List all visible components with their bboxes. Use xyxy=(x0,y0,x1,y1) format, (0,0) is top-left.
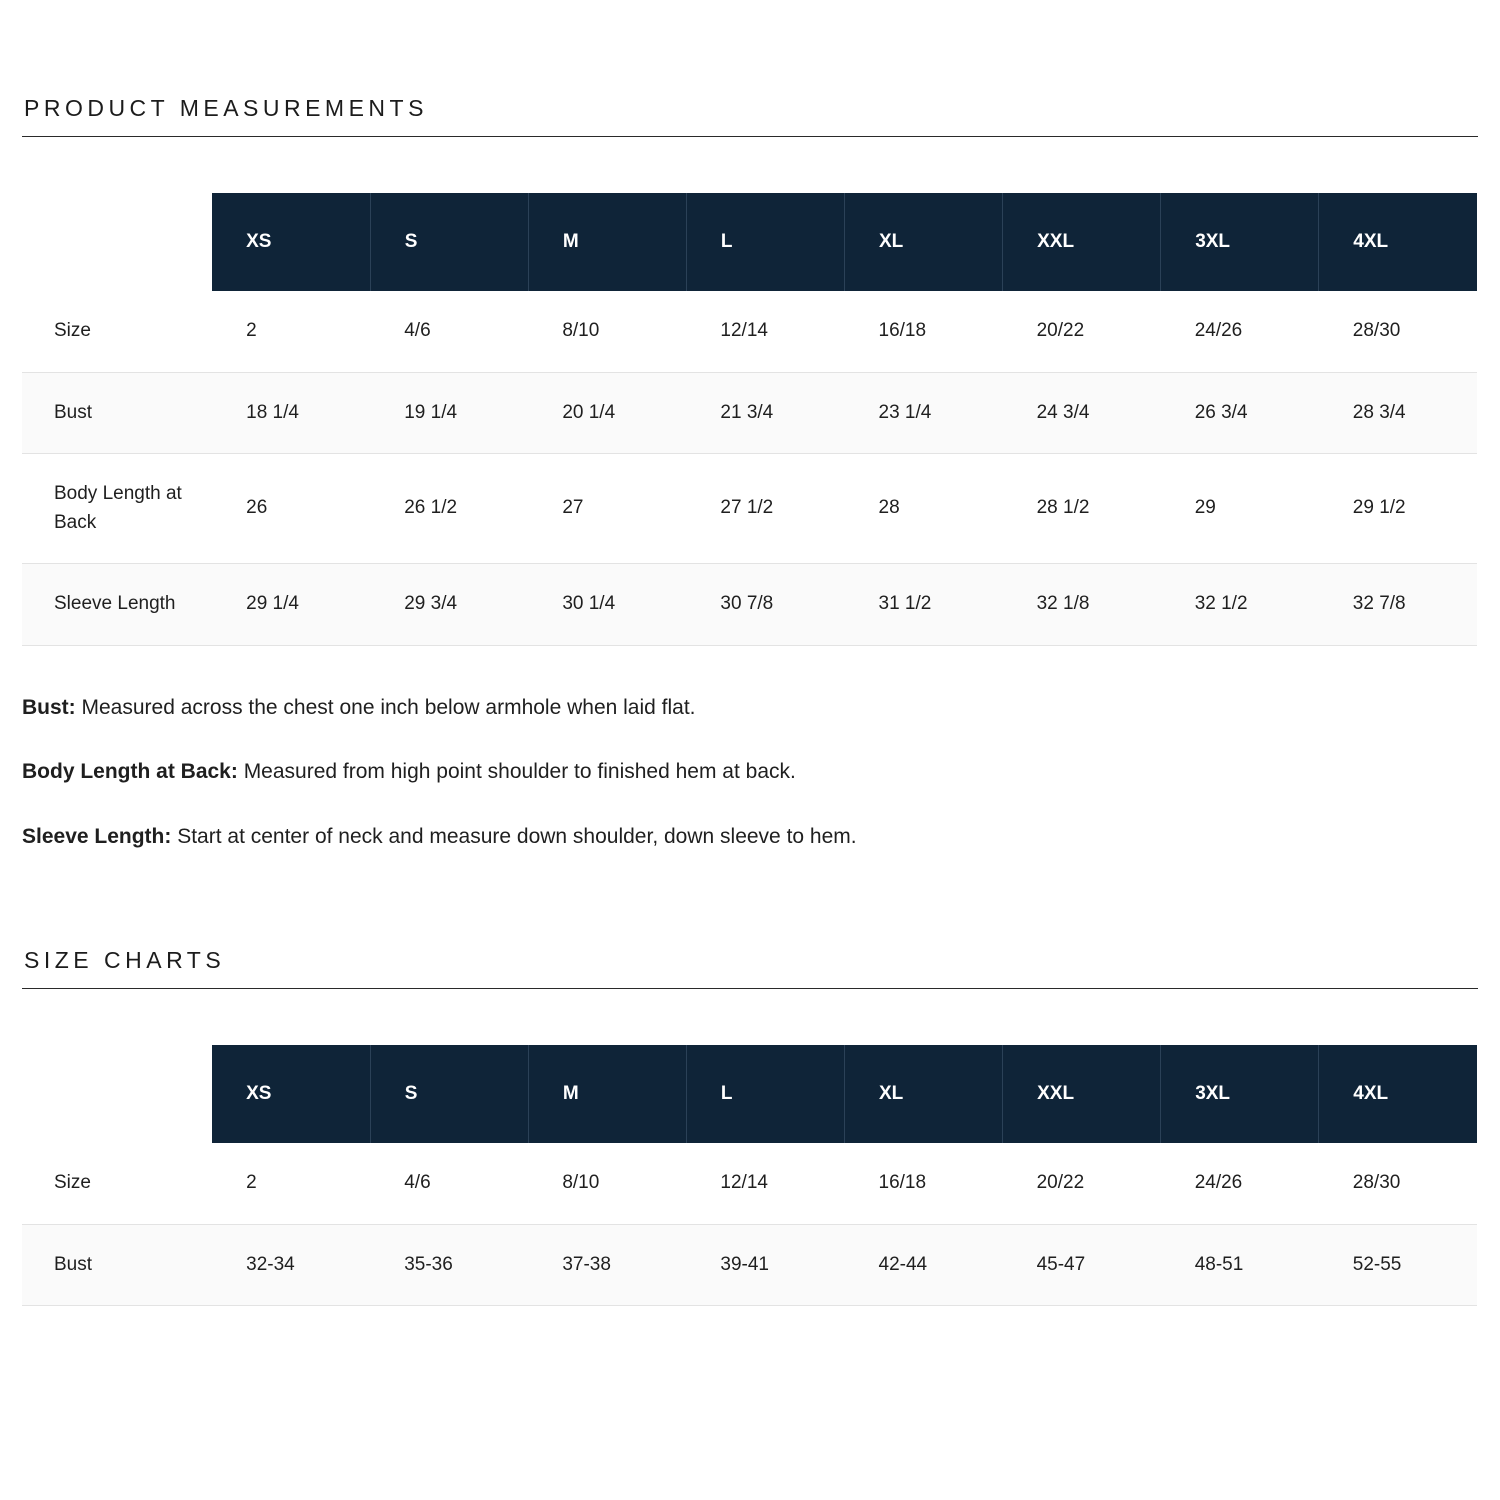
cell-bust-m: 37-38 xyxy=(528,1224,686,1306)
row-label-sleeve-length: Sleeve Length xyxy=(22,564,212,646)
cell-sleeve-length-s: 29 3/4 xyxy=(370,564,528,646)
cell-size-xl: 16/18 xyxy=(845,1143,1003,1224)
cell-body-length-m: 27 xyxy=(528,454,686,564)
cell-bust-4xl: 28 3/4 xyxy=(1319,372,1477,454)
cell-size-s: 4/6 xyxy=(370,1143,528,1224)
section-spacer xyxy=(22,885,1478,947)
cell-bust-l: 21 3/4 xyxy=(686,372,844,454)
cell-bust-xl: 42-44 xyxy=(845,1224,1003,1306)
size-charts-table xyxy=(22,1045,1477,1306)
cell-size-xxl: 20/22 xyxy=(1003,291,1161,372)
table-corner-cell xyxy=(22,193,212,291)
note-bust-text: Measured across the chest one inch below armhole when laid flat. xyxy=(75,695,696,719)
table-row xyxy=(22,1143,1477,1224)
row-label-bust: Bust xyxy=(22,1224,212,1306)
cell-sleeve-length-xl: 31 1/2 xyxy=(845,564,1003,646)
cell-bust-xs: 18 1/4 xyxy=(212,372,370,454)
cell-body-length-4xl: 29 1/2 xyxy=(1319,454,1477,564)
column-header-3xl: 3XL xyxy=(1161,1045,1319,1143)
note-body-length-text: Measured from high point shoulder to finished hem at back. xyxy=(237,760,796,783)
cell-sleeve-length-3xl: 32 1/2 xyxy=(1161,564,1319,646)
product-measurements-heading: PRODUCT MEASUREMENTS xyxy=(22,95,1478,137)
cell-sleeve-length-m: 30 1/4 xyxy=(528,564,686,646)
column-header-s: S xyxy=(370,193,528,291)
cell-size-3xl: 24/26 xyxy=(1161,1143,1319,1224)
cell-bust-xxl: 45-47 xyxy=(1003,1224,1161,1306)
cell-size-m: 8/10 xyxy=(528,291,686,372)
cell-bust-3xl: 48-51 xyxy=(1161,1224,1319,1306)
cell-sleeve-length-xxl: 32 1/8 xyxy=(1003,564,1161,646)
row-label-size: Size xyxy=(22,291,212,372)
product-measurements-table xyxy=(22,193,1477,646)
column-header-l: L xyxy=(686,1045,844,1143)
cell-body-length-s: 26 1/2 xyxy=(370,454,528,564)
measurement-notes xyxy=(22,692,1478,853)
cell-sleeve-length-xs: 29 1/4 xyxy=(212,564,370,646)
size-charts-heading: SIZE CHARTS xyxy=(22,947,1478,989)
cell-size-xxl: 20/22 xyxy=(1003,1143,1161,1224)
table-row xyxy=(22,372,1477,454)
note-bust xyxy=(22,692,1478,724)
column-header-xl: XL xyxy=(845,1045,1003,1143)
note-body-length xyxy=(22,756,1478,788)
cell-sleeve-length-l: 30 7/8 xyxy=(686,564,844,646)
cell-bust-4xl: 52-55 xyxy=(1319,1224,1477,1306)
row-label-size: Size xyxy=(22,1143,212,1224)
note-bust-term: Bust: xyxy=(22,695,76,719)
cell-size-xs: 2 xyxy=(212,291,370,372)
cell-size-m: 8/10 xyxy=(528,1143,686,1224)
cell-bust-l: 39-41 xyxy=(686,1224,844,1306)
column-header-xxl: XXL xyxy=(1003,193,1161,291)
cell-body-length-xxl: 28 1/2 xyxy=(1003,454,1161,564)
cell-size-xs: 2 xyxy=(212,1143,370,1224)
column-header-4xl: 4XL xyxy=(1319,193,1477,291)
cell-size-l: 12/14 xyxy=(686,291,844,372)
cell-bust-s: 35-36 xyxy=(370,1224,528,1306)
cell-bust-m: 20 1/4 xyxy=(528,372,686,454)
column-header-xl: XL xyxy=(845,193,1003,291)
cell-size-4xl: 28/30 xyxy=(1319,291,1477,372)
cell-size-xl: 16/18 xyxy=(845,291,1003,372)
column-header-s: S xyxy=(370,1045,528,1143)
cell-bust-xs: 32-34 xyxy=(212,1224,370,1306)
cell-body-length-xl: 28 xyxy=(845,454,1003,564)
table-row xyxy=(22,454,1477,564)
row-label-body-length-at-back: Body Length at Back xyxy=(22,454,212,564)
column-header-m: M xyxy=(528,1045,686,1143)
cell-bust-s: 19 1/4 xyxy=(370,372,528,454)
cell-body-length-3xl: 29 xyxy=(1161,454,1319,564)
cell-size-l: 12/14 xyxy=(686,1143,844,1224)
column-header-xxl: XXL xyxy=(1003,1045,1161,1143)
column-header-xs: XS xyxy=(212,193,370,291)
cell-size-s: 4/6 xyxy=(370,291,528,372)
row-label-bust: Bust xyxy=(22,372,212,454)
column-header-m: M xyxy=(528,193,686,291)
table-row xyxy=(22,1224,1477,1306)
table-row xyxy=(22,291,1477,372)
cell-size-3xl: 24/26 xyxy=(1161,291,1319,372)
table-row xyxy=(22,564,1477,646)
note-sleeve-length xyxy=(22,821,1478,853)
column-header-xs: XS xyxy=(212,1045,370,1143)
column-header-4xl: 4XL xyxy=(1319,1045,1477,1143)
cell-bust-xxl: 24 3/4 xyxy=(1003,372,1161,454)
cell-body-length-xs: 26 xyxy=(212,454,370,564)
table-corner-cell xyxy=(22,1045,212,1143)
cell-body-length-l: 27 1/2 xyxy=(686,454,844,564)
cell-size-4xl: 28/30 xyxy=(1319,1143,1477,1224)
table-header-row xyxy=(22,193,1477,291)
table-header-row xyxy=(22,1045,1477,1143)
note-sleeve-length-text: Start at center of neck and measure down shoulder, down sleeve to hem. xyxy=(171,824,857,848)
cell-bust-3xl: 26 3/4 xyxy=(1161,372,1319,454)
note-body-length-term: Body Length at Back: xyxy=(22,760,238,783)
cell-sleeve-length-4xl: 32 7/8 xyxy=(1319,564,1477,646)
cell-bust-xl: 23 1/4 xyxy=(845,372,1003,454)
column-header-3xl: 3XL xyxy=(1161,193,1319,291)
column-header-l: L xyxy=(686,193,844,291)
note-sleeve-length-term: Sleeve Length: xyxy=(22,824,172,848)
